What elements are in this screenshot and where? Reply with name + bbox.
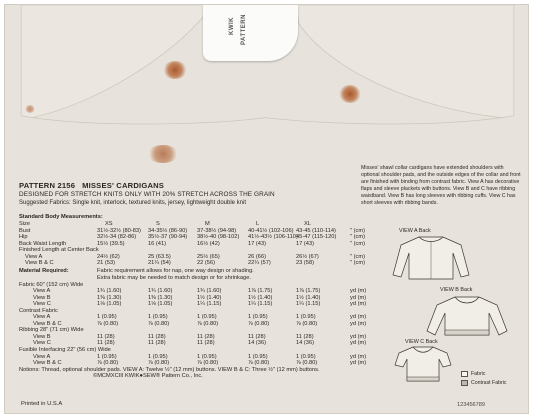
table-cell: 1⅞ (1.75)	[296, 288, 321, 295]
table-cell: ⅞ (0.80)	[248, 360, 270, 367]
table-cell: 1⅜ (1.30)	[97, 294, 122, 301]
table-cell: 45-47 (115-120)	[296, 234, 337, 241]
table-cell: 31½-32½ (80-83)	[97, 227, 141, 234]
table-cell: 21¼ (54)	[148, 260, 171, 267]
row-label: View B & C	[33, 360, 62, 367]
table-cell: 25½ (65)	[197, 253, 220, 260]
table-cell: 22 (56)	[197, 260, 216, 267]
table-cell: 1½ (1.40)	[248, 294, 273, 301]
table-cell: 1 (0.95)	[148, 314, 168, 321]
table-cell: 1 (0.95)	[296, 314, 316, 321]
stain	[25, 105, 35, 113]
table-cell: 16 (41)	[148, 240, 167, 247]
size-header: L	[256, 221, 260, 228]
table-cell: 23 (58)	[296, 260, 315, 267]
stain	[339, 85, 361, 103]
fabric-swatch	[461, 371, 468, 377]
table-cell: 15½ (39.5)	[97, 240, 125, 247]
unit-label: yd (m)	[350, 360, 367, 367]
stretch-note: DESIGNED FOR STRETCH KNITS ONLY WITH 20% STRETCH ACROSS THE GRAIN	[19, 191, 275, 198]
unit-label: yd (m)	[350, 340, 367, 347]
material-heading: Material Required:	[19, 268, 69, 275]
table-cell: 1¾ (1.60)	[197, 288, 222, 295]
row-label: View A	[33, 288, 51, 295]
table-cell: 1¼ (1.15)	[296, 301, 321, 308]
table-cell: 37-38½ (94-98)	[197, 227, 237, 234]
row-label: View B & C	[25, 260, 54, 267]
material-group-label: Contrast Fabric	[19, 307, 58, 314]
measurements-heading: Standard Body Measurements:	[19, 214, 103, 220]
table-cell: 1 (0.95)	[248, 353, 268, 360]
row-label: View C	[33, 340, 51, 347]
stain	[147, 145, 179, 163]
finished-length-label: Finished Length at Center Back	[19, 247, 99, 254]
table-cell: 21 (53)	[97, 260, 116, 267]
table-cell: 16½ (42)	[197, 240, 220, 247]
view-c-sketch	[393, 345, 453, 385]
view-b-label: VIEW B Back	[440, 287, 473, 293]
pattern-title: MISSES' CARDIGANS	[82, 181, 165, 190]
table-cell: 14 (36)	[248, 340, 267, 347]
legend-fabric: Fabric	[471, 371, 486, 377]
table-cell: 11 (28)	[97, 340, 115, 347]
table-cell: 11 (28)	[248, 333, 266, 340]
table-cell: ⅞ (0.80)	[296, 320, 318, 327]
table-cell: 17 (43)	[296, 240, 315, 247]
pattern-description: Misses' shawl collar cardigans have extended shoulders with optional shoulder pads, and the outside edges of the collar and front are finished with binding from contrast fabric. View A has decorative flaps and sleeve plackets with buttons. View B and C have ribbing waistband. View B has long sleeves with ribbing cuffs. View C has short sleeves with ribbing bands.	[361, 165, 521, 206]
table-cell: 1¼ (1.15)	[197, 301, 222, 308]
table-cell: ⅞ (0.80)	[296, 360, 318, 367]
row-label: View A	[25, 253, 43, 260]
row-label: Back Waist Length	[19, 240, 67, 247]
printed-in: Printed in U.S.A	[21, 401, 63, 407]
table-cell: 1¾ (1.60)	[148, 288, 173, 295]
table-cell: ⅞ (0.80)	[148, 360, 170, 367]
unit-label: yd (m)	[350, 301, 367, 308]
table-cell: ⅞ (0.80)	[197, 320, 219, 327]
table-cell: 1¾ (1.60)	[97, 288, 122, 295]
table-cell: 14 (36)	[296, 340, 315, 347]
table-cell: 1 (0.95)	[97, 314, 117, 321]
table-cell: 1⅞ (1.75)	[248, 288, 273, 295]
unit-label: " (cm)	[350, 253, 365, 260]
unit-label: " (cm)	[350, 260, 365, 267]
table-cell: 1 (0.95)	[148, 353, 168, 360]
size-header: S	[156, 221, 160, 228]
table-cell: 32½-34 (82-86)	[97, 234, 137, 241]
pattern-number: PATTERN 2156	[19, 181, 76, 190]
envelope-tab	[203, 5, 298, 61]
stain	[163, 61, 187, 79]
table-cell: 1½ (1.40)	[197, 294, 222, 301]
pattern-code: 123456789	[457, 402, 485, 408]
table-cell: ⅞ (0.80)	[97, 320, 119, 327]
unit-label: yd (m)	[350, 333, 367, 340]
table-cell: 11 (28)	[296, 333, 314, 340]
unit-label: yd (m)	[350, 320, 367, 327]
unit-label: yd (m)	[350, 288, 367, 295]
table-cell: 1⅛ (1.05)	[148, 301, 173, 308]
table-cell: 1¼ (1.15)	[248, 301, 273, 308]
row-label: Hip	[19, 234, 28, 241]
material-note: Extra fabric may be needed to match design or for shrinkage.	[97, 274, 251, 281]
table-cell: 34-35½ (86-90)	[148, 227, 188, 234]
row-label: View A	[33, 353, 51, 360]
pattern-envelope	[4, 4, 529, 414]
table-cell: 1 (0.95)	[248, 314, 268, 321]
unit-label: " (cm)	[350, 240, 365, 247]
unit-label: " (cm)	[350, 234, 365, 241]
table-cell: 26 (66)	[248, 253, 267, 260]
copyright: ©MCMXCIII KWIK●SEW® Pattern Co., Inc.	[93, 373, 203, 380]
row-label: View C	[33, 301, 51, 308]
table-cell: 1 (0.95)	[296, 353, 316, 360]
view-b-sketch	[425, 295, 509, 339]
legend-contrast: Contrast Fabric	[471, 380, 507, 386]
table-cell: 41½-43½ (106-110)	[248, 234, 298, 241]
table-cell: 1 (0.95)	[97, 353, 117, 360]
tab-pattern-text: PATTERN	[241, 14, 247, 45]
row-label: View B	[33, 333, 51, 340]
suggested-fabrics: Suggested Fabrics: Single knit, interlock, textured knits, jersey, lightweight double knit	[19, 200, 247, 206]
table-cell: 1 (0.95)	[197, 353, 217, 360]
table-cell: ⅞ (0.80)	[248, 320, 270, 327]
table-cell: 35½-37 (90-94)	[148, 234, 188, 241]
unit-label: " (cm)	[350, 227, 365, 234]
row-label: View B	[33, 294, 51, 301]
table-cell: 1⅜ (1.30)	[148, 294, 173, 301]
table-cell: 26½ (67)	[296, 253, 319, 260]
table-cell: 22¼ (57)	[248, 260, 271, 267]
size-header: XL	[304, 221, 311, 228]
pattern-heading	[19, 181, 164, 190]
table-cell: 11 (28)	[148, 340, 166, 347]
table-cell: 1½ (1.40)	[296, 294, 321, 301]
material-note: Fabric requirement allows for nap, one way design or shading.	[97, 268, 254, 275]
size-header: M	[205, 221, 210, 228]
unit-label: yd (m)	[350, 314, 367, 321]
table-cell: 25 (63.5)	[148, 253, 171, 260]
table-cell: 17 (43)	[248, 240, 267, 247]
view-a-label: VIEW A Back	[399, 228, 431, 234]
row-label: Bust	[19, 227, 31, 234]
table-cell: 11 (28)	[148, 333, 166, 340]
table-cell: 43-45 (110-114)	[296, 227, 336, 234]
material-group-label: Ribbing 28" (71 cm) Wide	[19, 327, 84, 334]
material-group-label: Fabric 60" (152 cm) Wide	[19, 281, 84, 288]
table-cell: 24½ (62)	[97, 253, 120, 260]
row-label: View A	[33, 314, 51, 321]
material-group-label: Fusible Interfacing 22" (56 cm) Wide	[19, 347, 111, 353]
table-cell: 38½-40 (98-102)	[197, 234, 240, 241]
table-cell: 11 (28)	[97, 333, 115, 340]
view-a-sketch	[391, 235, 471, 281]
unit-label: yd (m)	[350, 353, 367, 360]
table-cell: ⅞ (0.80)	[97, 360, 119, 367]
view-c-label: VIEW C Back	[405, 339, 438, 345]
table-cell: 1 (0.95)	[197, 314, 217, 321]
size-header: XS	[105, 221, 113, 228]
table-cell: ⅞ (0.80)	[148, 320, 170, 327]
table-cell: 11 (28)	[197, 340, 215, 347]
row-label: View B & C	[33, 320, 62, 327]
table-cell: ⅞ (0.80)	[197, 360, 219, 367]
contrast-swatch	[461, 380, 468, 386]
unit-label: yd (m)	[350, 294, 367, 301]
size-label: Size	[19, 221, 31, 228]
table-cell: 11 (28)	[197, 333, 215, 340]
notions: Notions: Thread, optional shoulder pads. VIEW A: Twelve ½" (12 mm) buttons. VIEW B & C: Three ½" (12 mm) buttons.	[19, 366, 320, 373]
table-cell: 1⅛ (1.05)	[97, 301, 122, 308]
tab-brand-text: KWIK	[229, 17, 235, 35]
table-cell: 40-41½ (102-106)	[248, 227, 294, 234]
